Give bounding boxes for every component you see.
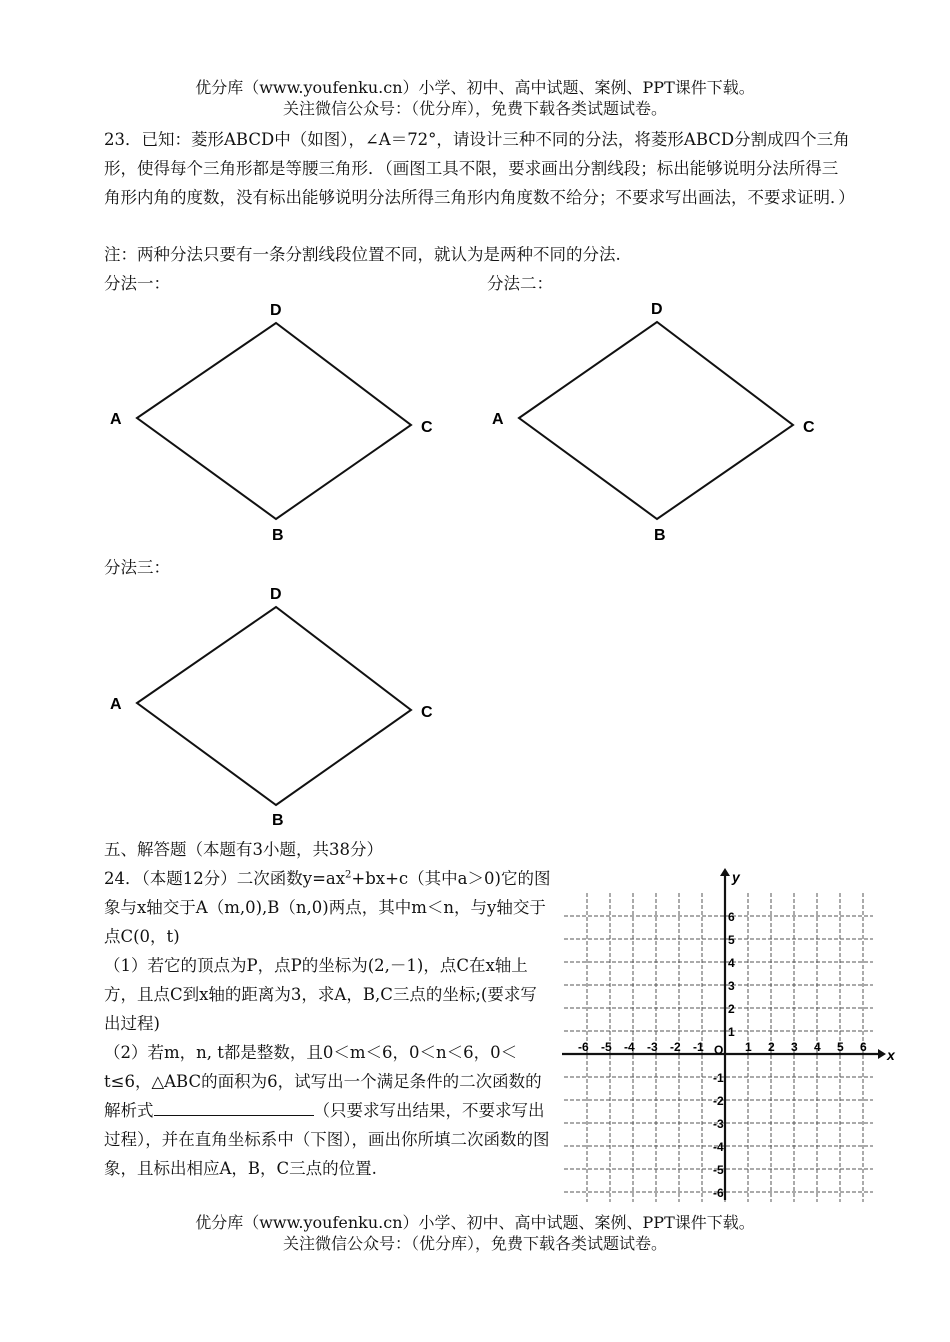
x-tick-label: 2: [768, 1040, 775, 1054]
q24-intro-a: 24．（本题12分）二次函数y=ax: [104, 869, 346, 888]
x-tick-label: 4: [814, 1040, 821, 1054]
rhombus-2-label-d: D: [651, 301, 663, 318]
coordinate-grid: [560, 862, 905, 1207]
rhombus-3-label-a: A: [110, 696, 122, 713]
y-tick-label: 2: [728, 1002, 735, 1016]
rhombus-1-label-c: C: [421, 419, 433, 436]
q24-text: [104, 864, 552, 1183]
rhombus-2: [492, 301, 815, 544]
grid-axes: [562, 868, 886, 1200]
header-line-2: 关注微信公众号：（优分库），免费下载各类试题试卷。: [282, 99, 667, 118]
y-tick-label: 6: [728, 910, 735, 924]
rhombus-3-label-d: D: [270, 586, 282, 603]
q24-intro-sup: 2: [345, 869, 352, 881]
x-tick-label: 3: [791, 1040, 798, 1054]
y-tick-label: 3: [728, 979, 735, 993]
answer-blank[interactable]: [154, 1097, 314, 1116]
x-tick-label: -6: [578, 1040, 589, 1054]
y-tick-label: -6: [713, 1186, 724, 1200]
x-tick-label: -4: [624, 1040, 635, 1054]
rhombus-3-label-c: C: [421, 704, 433, 721]
y-axis-arrow: [720, 868, 730, 876]
header-line-1: 优分库（www.youfenku.cn）小学、初中、高中试题、案例、PPT课件下载。: [195, 78, 755, 97]
q24-part-1: （1）若它的顶点为P，点P的坐标为(2,－1)，点C在x轴上方，且点C到x轴的距离为3，求A，B,C三点的坐标;(要求写出过程): [104, 956, 537, 1033]
q24-part-2-a: （2）若m，n, t都是整数，且0＜m＜6，0＜n＜6，0＜t≤6，△ABC的面积为6，试写出一个满足条件的二次函数的解析式: [104, 1043, 542, 1120]
rhombus-2-label-c: C: [803, 419, 815, 436]
q24-part-2-b: （只要求写出结果，不要求写出过程），并在直角坐标系中（下图），画出你所填二次函数的图象，且标出相应A，B，C三点的位置.: [104, 1101, 550, 1178]
x-tick-label: 1: [745, 1040, 752, 1054]
rhombus-1-label-d: D: [270, 302, 282, 319]
x-tick-label: -2: [670, 1040, 681, 1054]
y-tick-label: 5: [728, 933, 735, 947]
x-axis-arrow: [878, 1049, 886, 1059]
rhombus-1-label-b: B: [272, 527, 284, 544]
y-tick-label: -1: [713, 1071, 724, 1085]
footer-line-2: 关注微信公众号：（优分库），免费下载各类试题试卷。: [282, 1234, 667, 1253]
y-tick-label: -2: [713, 1094, 724, 1108]
rhombus-1-label-a: A: [110, 411, 122, 428]
footer-line-1: 优分库（www.youfenku.cn）小学、初中、高中试题、案例、PPT课件下载。: [195, 1213, 755, 1232]
q23-note: 注：两种分法只要有一条分割线段位置不同，就认为是两种不同的分法.: [104, 245, 621, 264]
x-tick-label: -5: [601, 1040, 612, 1054]
rhombus-2-label-b: B: [654, 527, 666, 544]
q23-statement: 23．已知：菱形ABCD中（如图），∠A＝72°，请设计三种不同的分法，将菱形ABCD分割成四个三角形，使得每个三角形都是等腰三角形．（画图工具不限，要求画出分割线段；标出能够说明分法所得三角形内角的度数，没有标出能够说明分法所得三角形内角度数不给分；不要求写出画法，不要求证明．）: [104, 130, 855, 207]
y-tick-label: -4: [713, 1140, 724, 1154]
method-3-label: 分法三：: [104, 558, 170, 577]
x-axis-label: x: [887, 1047, 895, 1063]
y-tick-label: -3: [713, 1117, 724, 1131]
q24-part-2: [104, 1038, 552, 1183]
x-tick-label: 6: [860, 1040, 867, 1054]
rhombus-3: [110, 586, 433, 829]
method-2-label: 分法二：: [487, 274, 553, 293]
section-5-title: 五、解答题（本题有3小题，共38分）: [104, 840, 383, 859]
y-tick-label: -5: [713, 1163, 724, 1177]
q24-intro: [104, 864, 552, 951]
y-axis-label: y: [732, 869, 740, 885]
rhombus-1: [110, 302, 433, 544]
q24-intro-b: +bx+c（其中a＞0)它的图象与x轴交于A（m,0),B（n,0)两点，其中m＜n，与y轴交于点C(0，t): [104, 869, 551, 946]
x-tick-label: 5: [837, 1040, 844, 1054]
rhombus-3-label-b: B: [272, 812, 284, 829]
y-tick-label: 1: [728, 1025, 735, 1039]
x-tick-label: -3: [647, 1040, 658, 1054]
rhombus-2-label-a: A: [492, 411, 504, 428]
method-1-label: 分法一：: [104, 274, 170, 293]
x-tick-label: -1: [693, 1040, 704, 1054]
origin-label: O: [714, 1043, 724, 1057]
y-tick-label: 4: [728, 956, 735, 970]
